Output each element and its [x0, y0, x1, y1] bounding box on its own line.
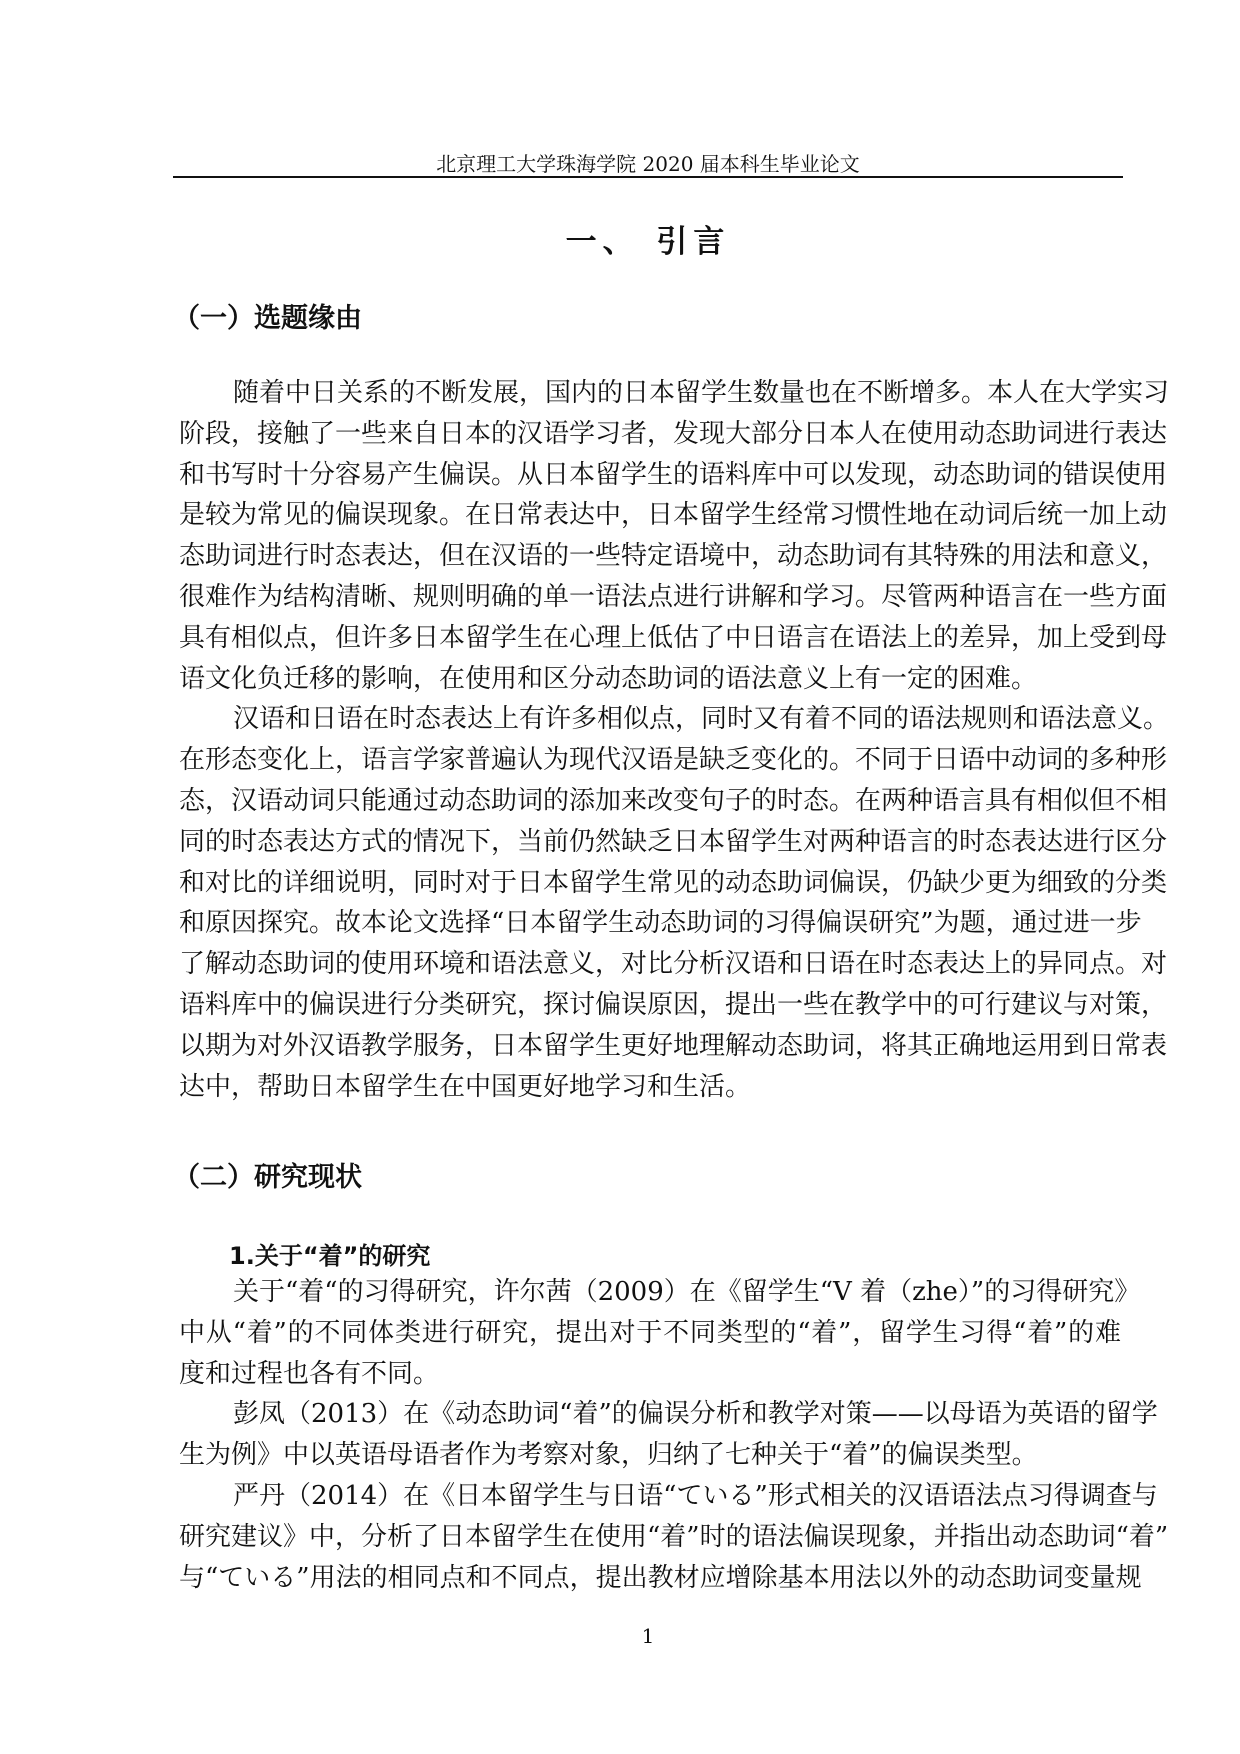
text-line: 同的时态表达方式的情况下，当前仍然缺乏日本留学生对两种语言的时态表达进行区分	[179, 826, 1168, 857]
section-heading-1: （一）选题缘由	[173, 303, 362, 334]
text-line: 具有相似点，但许多日本留学生在心理上低估了中日语言在语法上的差异，加上受到母	[179, 622, 1168, 653]
text-line: 严丹（2014）在《日本留学生与日语“ている”形式相关的汉语语法点习得调查与	[233, 1481, 1158, 1511]
text-line: 和书写时十分容易产生偏误。从日本留学生的语料库中可以发现，动态助词的错误使用	[179, 459, 1168, 490]
text-line: 和对比的详细说明，同时对于日本留学生常见的动态助词偏误，仍缺少更为细致的分类	[179, 867, 1168, 898]
text-line: 达中，帮助日本留学生在中国更好地学习和生活。	[179, 1071, 752, 1102]
text-line: 中从“着”的不同体类进行研究，提出对于不同类型的“着”，留学生习得“着”的难	[179, 1317, 1121, 1348]
text-line: 研究建议》中，分析了日本留学生在使用“着”时的语法偏误现象，并指出动态助词“着”	[179, 1521, 1169, 1552]
text-line: 是较为常见的偏误现象。在日常表达中，日本留学生经常习惯性地在动词后统一加上动	[179, 500, 1168, 531]
running-header: 北京理工大学珠海学院 2020 届本科生毕业论文	[436, 152, 860, 176]
text-line: 阶段，接触了一些来自日本的汉语学习者，发现大部分日本人在使用动态助词进行表达	[179, 418, 1168, 449]
text-line: 态助词进行时态表达，但在汉语的一些特定语境中，动态助词有其特殊的用法和意义，	[179, 541, 1168, 572]
text-line: 生为例》中以英语母语者作为考察对象，归纳了七种关于“着”的偏误类型。	[179, 1440, 1038, 1471]
text-line: 汉语和日语在时态表达上有许多相似点，同时又有着不同的语法规则和语法意义。	[233, 704, 1170, 735]
page-number: 1	[641, 1624, 655, 1648]
text-line: 彭凤（2013）在《动态助词“着”的偏误分析和教学对策——以母语为英语的留学	[233, 1399, 1158, 1430]
text-line: 很难作为结构清晰、规则明确的单一语法点进行讲解和学习。尽管两种语言在一些方面	[179, 582, 1168, 612]
subsection-heading: 1.关于“着”的研究	[229, 1242, 431, 1270]
text-line: 与“ている”用法的相同点和不同点，提出教材应增除基本用法以外的动态助词变量规	[179, 1562, 1142, 1593]
text-line: 了解动态助词的使用环境和语法意义，对比分析汉语和日语在时态表达上的异同点。对	[179, 949, 1168, 980]
chapter-title: 一、 引言	[565, 224, 731, 260]
text-line: 随着中日关系的不断发展，国内的日本留学生数量也在不断增多。本人在大学实习	[233, 378, 1170, 408]
text-line: 语料库中的偏误进行分类研究，探讨偏误原因，提出一些在教学中的可行建议与对策，	[179, 990, 1168, 1020]
header-rule	[173, 176, 1123, 178]
section-heading-2: （二）研究现状	[173, 1162, 362, 1193]
text-line: 度和过程也各有不同。	[179, 1358, 440, 1389]
text-line: 以期为对外汉语教学服务，日本留学生更好地理解动态助词，将其正确地运用到日常表	[179, 1030, 1168, 1061]
text-line: 态，汉语动词只能通过动态助词的添加来改变句子的时态。在两种语言具有相似但不相	[179, 786, 1168, 816]
text-line: 关于“着“的习得研究，许尔茜（2009）在《留学生“V 着（zhe）”的习得研究》	[233, 1277, 1141, 1307]
text-line: 和原因探究。故本论文选择“日本留学生动态助词的习得偏误研究”为题，通过进一步	[179, 908, 1142, 939]
text-line: 在形态变化上，语言学家普遍认为现代汉语是缺乏变化的。不同于日语中动词的多种形	[179, 745, 1168, 776]
text-line: 语文化负迁移的影响，在使用和区分动态助词的语法意义上有一定的困难。	[179, 663, 1038, 694]
